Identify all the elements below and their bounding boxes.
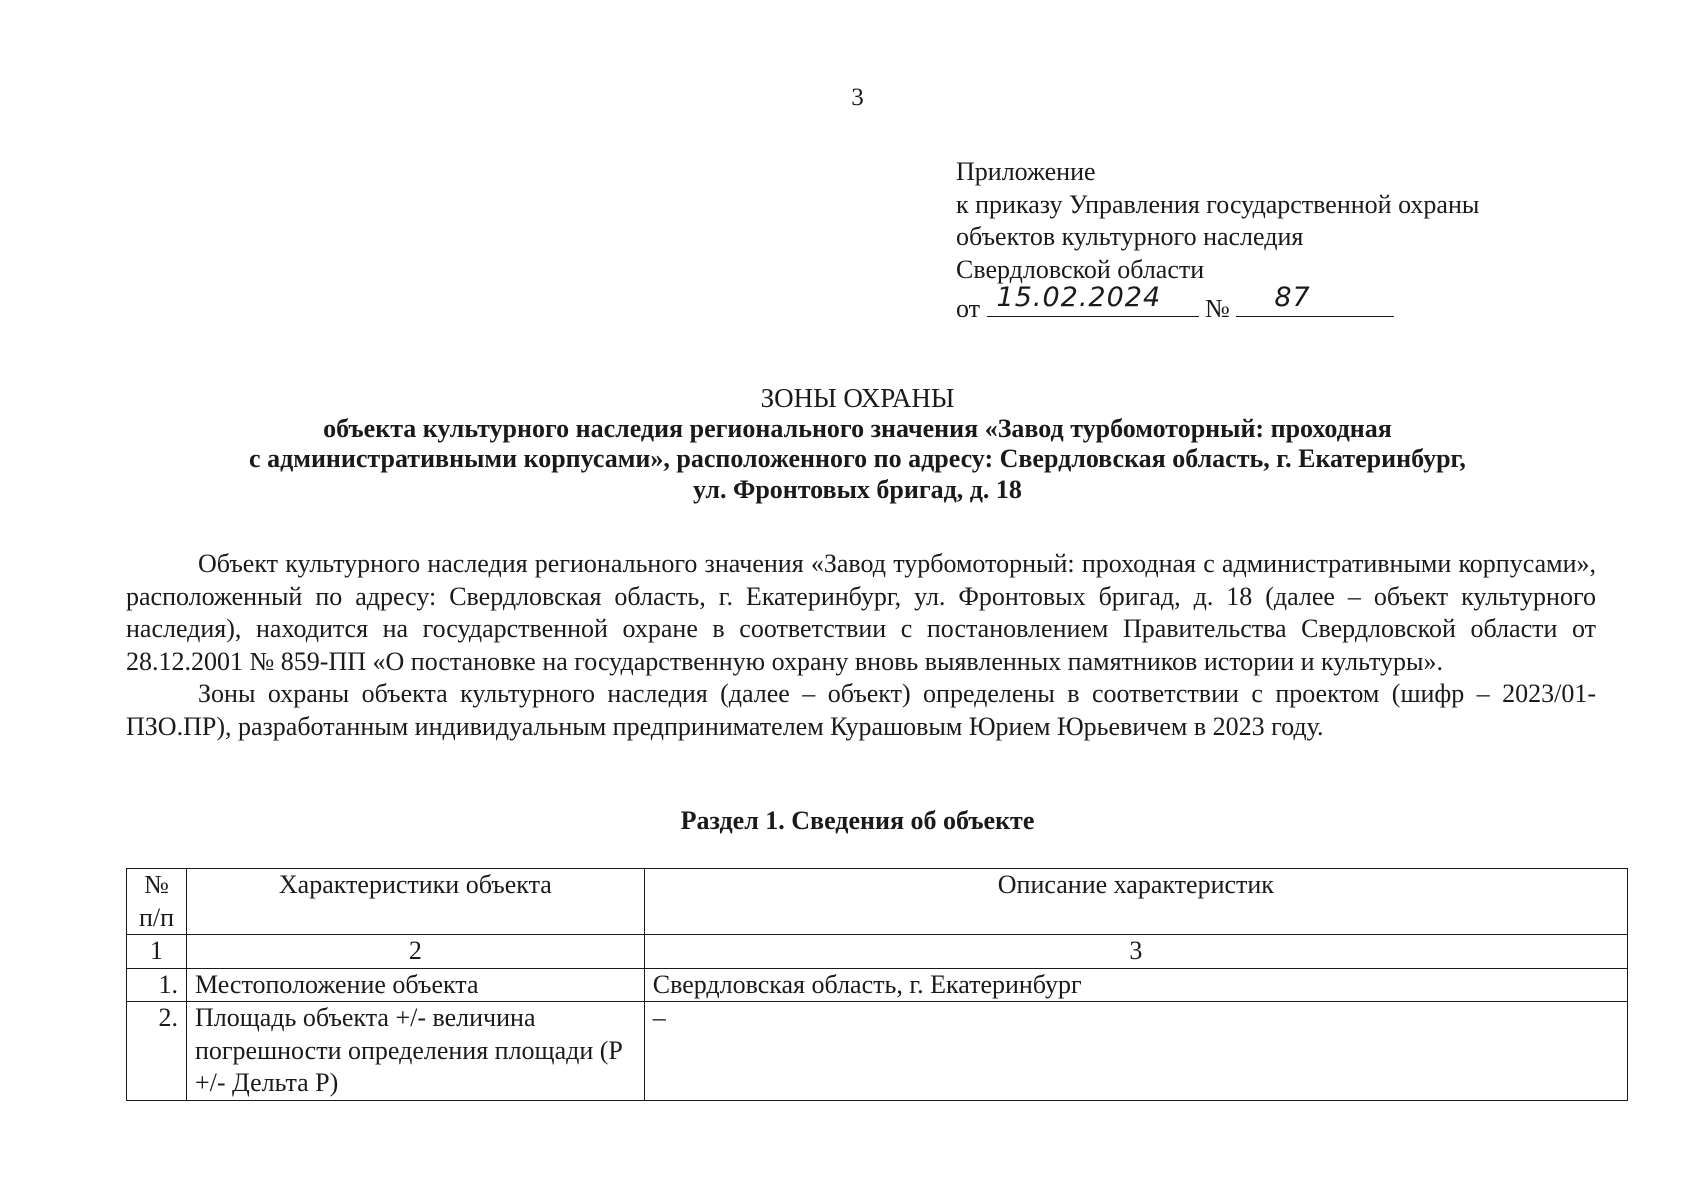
appendix-line-2: к приказу Управления государственной охраны bbox=[956, 189, 1480, 219]
column-number-2: 2 bbox=[186, 935, 644, 969]
appendix-line-3: объектов культурного наследия bbox=[956, 222, 1304, 251]
header-num: № п/п bbox=[127, 869, 187, 935]
document-title bbox=[0, 383, 1690, 505]
row-description: Свердловская область, г. Екатеринбург bbox=[644, 968, 1627, 1002]
title-line-1: ЗОНЫ ОХРАНЫ bbox=[760, 383, 955, 413]
title-line-3: с административными корпусами», расположенного по адресу: Свердловская область, г. Екатеринбург, bbox=[249, 444, 1466, 473]
header-characteristic: Характеристики объекта bbox=[186, 869, 644, 935]
column-number-1: 1 bbox=[127, 935, 187, 969]
header-description: Описание характеристик bbox=[644, 869, 1627, 935]
row-description: – bbox=[644, 1002, 1627, 1101]
object-info-table bbox=[126, 868, 1628, 1101]
paragraph-1: Объект культурного наследия регионального значения «Завод турбомоторный: проходная с административными корпусами», расположенный по адресу: Свердловская область, г. Екатеринбург, ул. Фронтовых бригад, д. 18 (далее – объект культурного наследия), находится на государственной охране в соответствии с постановлением Правительства Свердловской области от 28.12.2001 № 859-ПП «О постановке на государственную охрану вновь выявленных памятников истории и культуры». bbox=[126, 549, 1596, 676]
number-prefix: № bbox=[1205, 294, 1230, 323]
appendix-line-4: Свердловской области bbox=[956, 254, 1205, 284]
appendix-date-line bbox=[956, 281, 1479, 326]
body-text bbox=[126, 548, 1596, 743]
table-row bbox=[127, 968, 1628, 1002]
number-field bbox=[1236, 281, 1394, 317]
title-line-4: ул. Фронтовых бригад, д. 18 bbox=[693, 474, 1022, 504]
column-number-3: 3 bbox=[644, 935, 1627, 969]
table-header-row bbox=[127, 869, 1628, 935]
page-number: 3 bbox=[851, 84, 864, 111]
section-heading: Раздел 1. Сведения об объекте bbox=[680, 806, 1035, 835]
row-characteristic: Местоположение объекта bbox=[186, 968, 644, 1002]
table-column-numbers-row bbox=[127, 935, 1628, 969]
row-num: 1. bbox=[127, 968, 187, 1002]
date-field bbox=[987, 281, 1199, 317]
handwritten-number: 87 bbox=[1274, 281, 1311, 313]
row-num: 2. bbox=[127, 1002, 187, 1101]
appendix-line-1: Приложение bbox=[956, 157, 1096, 186]
row-characteristic: Площадь объекта +/- величина погрешности определения площади (Р +/- Дельта Р) bbox=[186, 1002, 644, 1101]
date-prefix: от bbox=[956, 294, 981, 323]
paragraph-2: Зоны охраны объекта культурного наследия (далее – объект) определены в соответствии с проектом (шифр – 2023/01-ПЗО.ПР), разработанным индивидуальным предпринимателем Курашовым Юрием Юрьевичем в 2023 году. bbox=[126, 679, 1596, 741]
table-row bbox=[127, 1002, 1628, 1101]
handwritten-date: 15.02.2024 bbox=[996, 281, 1162, 313]
title-line-2: объекта культурного наследия регионального значения «Завод турбомоторный: проходная bbox=[323, 413, 1392, 443]
appendix-block bbox=[956, 156, 1479, 326]
